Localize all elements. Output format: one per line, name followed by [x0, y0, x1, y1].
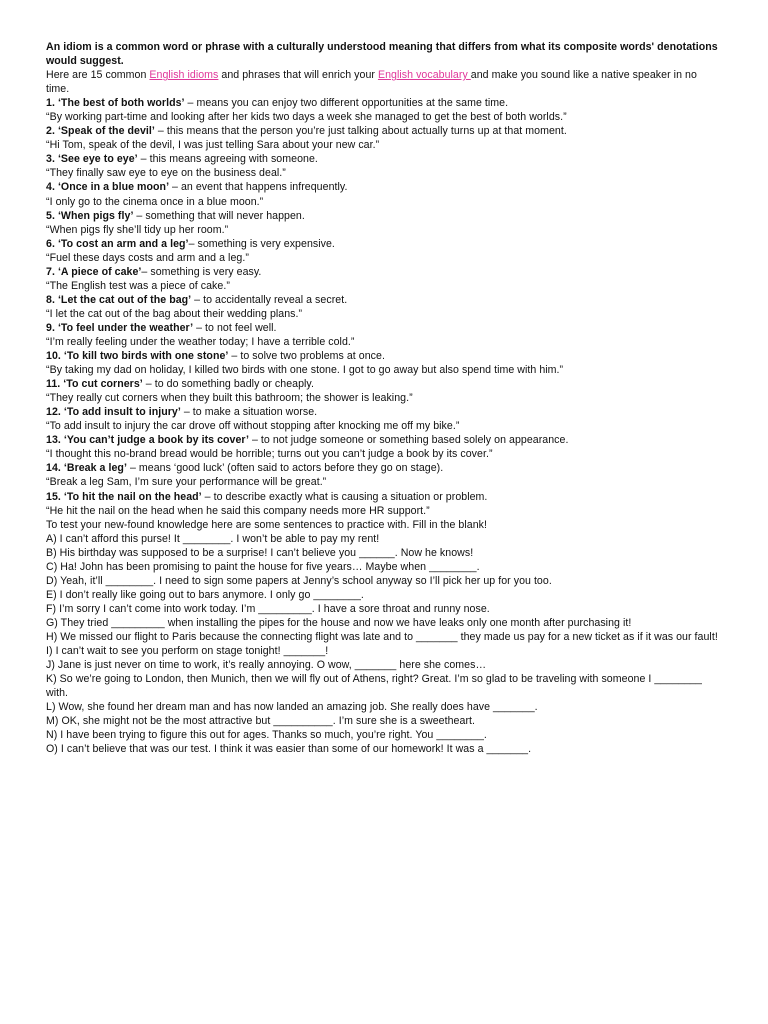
idiom-term: ‘To kill two birds with one stone’	[63, 350, 229, 363]
idiom-term: ‘To feel under the weather’	[57, 321, 194, 334]
idiom-example: “They really cut corners when they built this bathroom; the shower is leaking.”	[46, 392, 413, 405]
idiom-term: ‘Once in a blue moon’	[57, 181, 170, 194]
idiom-meaning: – to accidentally reveal a secret.	[191, 293, 348, 306]
idiom-number: 12.	[46, 406, 64, 419]
exercise-item: L) Wow, she found her dream man and has now landed an amazing job. She really does have _______.	[46, 701, 538, 714]
idiom-example: “Break a leg Sam, I’m sure your performance will be great.”	[46, 476, 327, 489]
idiom-term: ‘You can’t judge a book by its cover’	[63, 434, 249, 447]
idiom-heading	[46, 405, 718, 419]
idiom-meaning: – something is very expensive.	[188, 237, 335, 250]
exercise-item: I) I can’t wait to see you perform on stage tonight! _______!	[46, 645, 329, 658]
idiom-example: “I let the cat out of the bag about their wedding plans.”	[46, 307, 303, 320]
exercise-list	[46, 532, 718, 757]
idiom-number: 5.	[46, 209, 58, 222]
idiom-example: “I only go to the cinema once in a blue moon.”	[46, 195, 264, 208]
idiom-meaning: – to do something badly or cheaply.	[142, 378, 314, 391]
idiom-example: “By taking my dad on holiday, I killed two birds with one stone. I got to go away but also spend time with him.”	[46, 364, 564, 377]
idiom-meaning: – an event that happens infrequently.	[169, 181, 348, 194]
idiom-term: ‘See eye to eye’	[57, 153, 138, 166]
idiom-meaning: – this means agreeing with someone.	[137, 153, 318, 166]
idiom-meaning: – something is very easy.	[141, 265, 262, 278]
exercise-intro: To test your new-found knowledge here are some sentences to practice with. Fill in the blank!	[46, 518, 487, 531]
intro-lead-after: and make you sound like a native speaker in no time.	[46, 69, 697, 96]
idiom-list	[46, 96, 718, 517]
idiom-number: 2.	[46, 125, 58, 138]
idiom-term: ‘The best of both worlds’	[57, 97, 185, 110]
idiom-number: 1.	[46, 97, 58, 110]
idiom-number: 4.	[46, 181, 58, 194]
idiom-meaning: – means ‘good luck’ (often said to actors before they go on stage).	[126, 462, 444, 475]
idiom-heading	[46, 321, 718, 335]
idiom-number: 14.	[46, 462, 64, 475]
idiom-heading	[46, 152, 718, 166]
idiom-meaning: – to make a situation worse.	[180, 406, 318, 419]
intro-lead-before: Here are 15 common	[46, 69, 150, 82]
exercise-item: M) OK, she might not be the most attractive but __________. I’m sure she is a sweetheart.	[46, 715, 476, 728]
exercise-item: D) Yeah, it’ll ________. I need to sign some papers at Jenny’s school anyway so I’ll pick her up for you too.	[46, 574, 552, 587]
idiom-heading	[46, 377, 718, 391]
exercise-item: K) So we’re going to London, then Munich, then we will fly out of Athens, right? Great. I’m so glad to be traveling with someone I ________ with.	[46, 673, 702, 700]
idiom-example: “They finally saw eye to eye on the business deal.”	[46, 167, 286, 180]
idiom-number: 8.	[46, 293, 58, 306]
idiom-example: “I’m really feeling under the weather today; I have a terrible cold.”	[46, 335, 355, 348]
idiom-number: 10.	[46, 350, 64, 363]
idiom-heading	[46, 265, 718, 279]
idiom-term: ‘When pigs fly’	[57, 209, 134, 222]
exercise-item: C) Ha! John has been promising to paint the house for five years… Maybe when ________.	[46, 560, 480, 573]
intro-paragraph	[46, 68, 718, 96]
idiom-meaning: – to not judge someone or something based solely on appearance.	[249, 434, 569, 447]
idiom-term: ‘Speak of the devil’	[57, 125, 155, 138]
idiom-example: “He hit the nail on the head when he said this company needs more HR support.”	[46, 504, 430, 517]
exercise-item: N) I have been trying to figure this out for ages. Thanks so much, you’re right. You ________.	[46, 729, 487, 742]
exercise-item: O) I can’t believe that was our test. I think it was easier than some of our homework! It was a _______.	[46, 743, 532, 756]
idiom-heading	[46, 237, 718, 251]
idiom-definition: An idiom is a common word or phrase with a culturally understood meaning that differs from what its composite words' denotations would suggest.	[46, 41, 718, 68]
idiom-number: 9.	[46, 321, 58, 334]
exercise-item: A) I can’t afford this purse! It ________. I won’t be able to pay my rent!	[46, 532, 380, 545]
idiom-term: ‘To cost an arm and a leg’	[57, 237, 189, 250]
exercise-item: G) They tried _________ when installing the pipes for the house and now we have leaks only one month after purchasing it!	[46, 616, 632, 629]
idiom-heading	[46, 490, 718, 504]
exercise-item: E) I don’t really like going out to bars anymore. I only go ________.	[46, 588, 364, 601]
idiom-example: “When pigs fly she’ll tidy up her room.”	[46, 223, 229, 236]
idiom-meaning: – to solve two problems at once.	[228, 350, 385, 363]
idiom-number: 6.	[46, 237, 58, 250]
idiom-heading	[46, 180, 718, 194]
idiom-meaning: – means you can enjoy two different opportunities at the same time.	[184, 97, 509, 110]
idiom-number: 11.	[46, 378, 64, 391]
idiom-example: “By working part-time and looking after her kids two days a week she managed to get the best of both worlds.”	[46, 111, 567, 124]
idiom-number: 3.	[46, 153, 58, 166]
idiom-example: “To add insult to injury the car drove off without stopping after knocking me off my bike.”	[46, 420, 460, 433]
idiom-term: ‘To hit the nail on the head’	[63, 490, 202, 503]
idiom-heading	[46, 124, 718, 138]
idiom-term: ‘Let the cat out of the bag’	[57, 293, 192, 306]
idiom-example: “Fuel these days costs and arm and a leg.”	[46, 251, 249, 264]
idiom-heading	[46, 209, 718, 223]
idiom-number: 15.	[46, 490, 64, 503]
link-english-idioms[interactable]: English idioms	[149, 69, 219, 82]
idiom-number: 13.	[46, 434, 64, 447]
link-english-vocabulary[interactable]: English vocabulary	[377, 69, 471, 82]
idiom-term: ‘A piece of cake’	[57, 265, 142, 278]
idiom-heading	[46, 349, 718, 363]
exercise-item: H) We missed our flight to Paris because the connecting flight was late and to _______ they made us pay for a new ticket as if it was our fault!	[46, 630, 718, 643]
idiom-number: 7.	[46, 265, 58, 278]
idiom-meaning: – something that will never happen.	[133, 209, 305, 222]
idiom-heading	[46, 461, 718, 475]
idiom-term: ‘To cut corners’	[63, 378, 143, 391]
idiom-term: ‘To add insult to injury’	[63, 406, 181, 419]
idiom-example: “Hi Tom, speak of the devil, I was just telling Sara about your new car.”	[46, 139, 380, 152]
idiom-term: ‘Break a leg’	[63, 462, 127, 475]
exercise-item: B) His birthday was supposed to be a surprise! I can’t believe you ______. Now he knows!	[46, 546, 474, 559]
idiom-heading	[46, 293, 718, 307]
idiom-example: “I thought this no-brand bread would be horrible; turns out you can’t judge a book by its cover.”	[46, 448, 493, 461]
idiom-meaning: – this means that the person you’re just talking about actually turns up at that moment.	[154, 125, 567, 138]
exercise-item: J) Jane is just never on time to work, it’s really annoying. O wow, _______ here she comes…	[46, 659, 487, 672]
idiom-example: “The English test was a piece of cake.”	[46, 279, 230, 292]
idiom-meaning: – to describe exactly what is causing a situation or problem.	[201, 490, 488, 503]
idiom-meaning: – to not feel well.	[193, 321, 277, 334]
idiom-heading	[46, 433, 718, 447]
exercise-item: F) I’m sorry I can’t come into work today. I’m _________. I have a sore throat and runny nose.	[46, 602, 490, 615]
intro-lead-middle: and phrases that will enrich your	[218, 69, 378, 82]
idiom-heading	[46, 96, 718, 110]
